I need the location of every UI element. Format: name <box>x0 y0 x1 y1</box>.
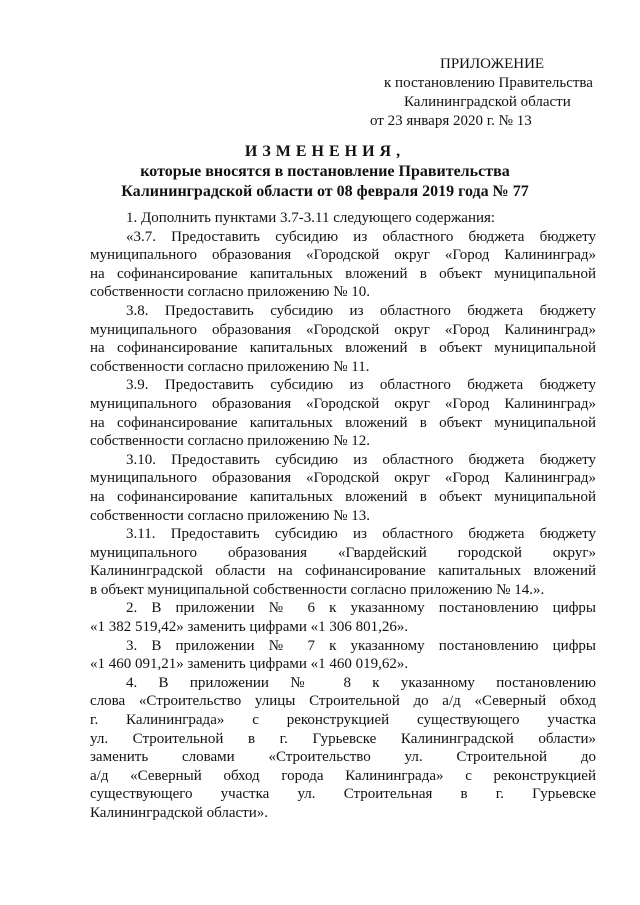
body-line: собственности согласно приложению № 10. <box>90 284 371 301</box>
paragraph-3 <box>90 637 596 674</box>
appendix-date-number: от 23 января 2020 г. № 13 <box>370 113 532 129</box>
body-line: муниципального образования «Городской округ «Город Калининград» <box>90 321 596 338</box>
appendix-header <box>370 55 610 131</box>
paragraph-3-11 <box>90 525 596 599</box>
title-heading: ИЗМЕНЕНИЯ, <box>244 143 406 160</box>
body-line: собственности согласно приложению № 11. <box>90 358 370 375</box>
body-line: «1 460 091,21» заменить цифрами «1 460 019,62». <box>90 656 409 673</box>
paragraph-4 <box>90 674 596 823</box>
body-line: 3.8. Предоставить субсидию из областного бюджета бюджету <box>126 302 596 319</box>
body-line: муниципального образования «Городской округ «Город Калининград» <box>90 470 596 487</box>
body-line: на софинансирование капитальных вложений в объект муниципальной <box>90 488 596 505</box>
body-line: г. Калининграда» с реконструкцией существующего участка <box>90 712 596 729</box>
body-line: на софинансирование капитальных вложений в объект муниципальной <box>90 340 596 357</box>
body-line: «3.7. Предоставить субсидию из областного бюджета бюджету <box>126 228 596 245</box>
body-line: 2. В приложении № 6 к указанному постановлению цифры <box>126 600 596 617</box>
appendix-resolution-ref: к постановлению Правительства <box>384 75 593 91</box>
body-line: «1 382 519,42» заменить цифрами «1 306 801,26». <box>90 619 409 636</box>
document-title <box>90 142 560 202</box>
body-line: 3.9. Предоставить субсидию из областного бюджета бюджету <box>126 377 596 394</box>
body-line: существующего участка ул. Строительная в г. Гурьевске <box>90 786 596 803</box>
body-line: 3. В приложении № 7 к указанному постановлению цифры <box>126 637 596 654</box>
body-line: на софинансирование капитальных вложений в объект муниципальной <box>90 414 596 431</box>
paragraph-2 <box>90 599 596 636</box>
body-line: муниципального образования «Городской округ «Город Калининград» <box>90 247 596 264</box>
body-line: заменить словами «Строительство ул. Строительной до <box>90 749 596 766</box>
body-line: а/д «Северный обход города Калининграда» с реконструкцией <box>90 767 596 784</box>
body-line: Калининградской области на софинансирование капитальных вложений <box>90 563 596 580</box>
document-body <box>90 209 596 823</box>
body-line: собственности согласно приложению № 13. <box>90 507 371 524</box>
paragraph-3-10 <box>90 451 596 525</box>
body-line: собственности согласно приложению № 12. <box>90 433 371 450</box>
paragraph-3-8 <box>90 302 596 376</box>
paragraph-3-7 <box>90 228 596 302</box>
title-line-2: которые вносятся в постановление Правительства <box>140 163 510 180</box>
body-line: 3.10. Предоставить субсидию из областного бюджета бюджету <box>126 451 596 468</box>
body-line: муниципального образования «Городской округ «Город Калининград» <box>90 395 596 412</box>
body-line: 3.11. Предоставить субсидию из областного бюджета бюджету <box>126 526 596 543</box>
body-line: муниципального образования «Гвардейский городской округ» <box>90 544 596 561</box>
appendix-label: ПРИЛОЖЕНИЕ <box>440 56 545 72</box>
appendix-region: Калининградской области <box>404 94 571 110</box>
paragraph-3-9 <box>90 376 596 450</box>
body-line: на софинансирование капитальных вложений в объект муниципальной <box>90 265 596 282</box>
body-line: в объект муниципальной собственности согласно приложению № 14.». <box>90 581 545 598</box>
paragraph-1 <box>90 209 596 228</box>
title-line-3: Калининградской области от 08 февраля 2019 года № 77 <box>121 183 529 200</box>
body-line: ул. Строительной в г. Гурьевске Калининградской области» <box>90 730 596 747</box>
body-line: 4. В приложении № 8 к указанному постановлению <box>126 674 596 691</box>
body-line: Калининградской области». <box>90 805 268 821</box>
body-line: слова «Строительство улицы Строительной до а/д «Северный обход <box>90 693 596 710</box>
body-line: 1. Дополнить пунктами 3.7-3.11 следующего содержания: <box>126 210 496 226</box>
